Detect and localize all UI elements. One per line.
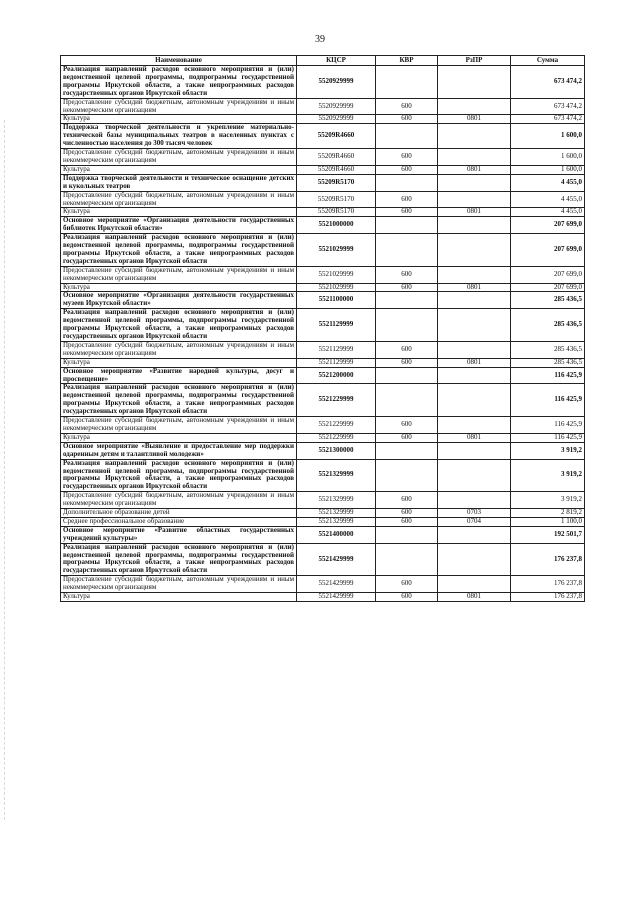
row-kcsr-cell: 5521229999: [297, 433, 376, 442]
row-sum-cell: 207 699,0: [511, 283, 585, 292]
row-kvr-cell: 600: [376, 593, 438, 602]
table-row: [61, 234, 585, 267]
row-kcsr-cell: 5521129999: [297, 341, 376, 358]
row-rzpr-cell: [438, 417, 511, 434]
table-row: [61, 526, 585, 543]
header-rzpr: РзПР: [438, 56, 511, 66]
row-kvr-cell: 600: [376, 576, 438, 593]
row-kcsr-cell: 5520929999: [297, 115, 376, 124]
row-kvr-cell: 600: [376, 115, 438, 124]
table-row: [61, 124, 585, 149]
row-rzpr-cell: [438, 124, 511, 149]
header-sum: Сумма: [511, 56, 585, 66]
row-rzpr-cell: [438, 66, 511, 99]
row-kcsr-cell: 5520929999: [297, 66, 376, 99]
row-rzpr-cell: 0801: [438, 358, 511, 367]
row-name-cell: Культура: [61, 165, 297, 174]
row-kcsr-cell: 5521329999: [297, 492, 376, 509]
row-name-cell: Предоставление субсидий бюджетным, автономным учреждениям и иным некоммерческим организациям: [61, 149, 297, 166]
row-name-cell: Реализация направлений расходов основного мероприятия и (или) ведомственной целевой программы, подпрограммы государственной программы Иркутской области, а также непрограммных расходов государственных органов Иркутской области: [61, 234, 297, 267]
table-row: [61, 384, 585, 417]
row-rzpr-cell: [438, 526, 511, 543]
row-name-cell: Среднее профессиональное образование: [61, 517, 297, 526]
table-row: [61, 165, 585, 174]
row-rzpr-cell: [438, 191, 511, 208]
row-rzpr-cell: [438, 341, 511, 358]
row-kcsr-cell: 5521429999: [297, 543, 376, 576]
row-rzpr-cell: [438, 309, 511, 342]
row-rzpr-cell: [438, 292, 511, 309]
row-name-cell: Реализация направлений расходов основного мероприятия и (или) ведомственной целевой программы, подпрограммы государственной программы Иркутской области, а также непрограммных расходов государственных органов Иркутской области: [61, 66, 297, 99]
row-sum-cell: 176 237,8: [511, 593, 585, 602]
row-rzpr-cell: 0801: [438, 115, 511, 124]
row-sum-cell: 4 455,0: [511, 174, 585, 191]
row-kvr-cell: 600: [376, 98, 438, 115]
page-number: 39: [315, 34, 325, 45]
row-name-cell: Реализация направлений расходов основного мероприятия и (или) ведомственной целевой программы, подпрограммы государственной программы Иркутской области, а также непрограммных расходов государственных органов Иркутской области: [61, 384, 297, 417]
row-rzpr-cell: [438, 576, 511, 593]
header-kcsr: КЦСР: [297, 56, 376, 66]
row-name-cell: Основное мероприятие «Развитие областных государственных учреждений культуры»: [61, 526, 297, 543]
row-rzpr-cell: [438, 384, 511, 417]
row-name-cell: Дополнительное образование детей: [61, 509, 297, 518]
row-kvr-cell: [376, 292, 438, 309]
row-name-cell: Культура: [61, 283, 297, 292]
row-kvr-cell: [376, 526, 438, 543]
row-name-cell: Культура: [61, 593, 297, 602]
table-row: [61, 98, 585, 115]
row-kvr-cell: 600: [376, 417, 438, 434]
row-rzpr-cell: 0801: [438, 283, 511, 292]
table-row: [61, 576, 585, 593]
row-kvr-cell: [376, 384, 438, 417]
row-sum-cell: 3 919,2: [511, 459, 585, 492]
table-header-row: [61, 56, 585, 66]
row-sum-cell: 673 474,2: [511, 66, 585, 99]
row-name-cell: Основное мероприятие «Развитие народной культуры, досуг и просвещение»: [61, 367, 297, 384]
row-kvr-cell: [376, 309, 438, 342]
row-name-cell: Поддержка творческой деятельности и техническое оснащение детских и кукольных театров: [61, 174, 297, 191]
row-sum-cell: 207 699,0: [511, 217, 585, 234]
row-kcsr-cell: 5521400000: [297, 526, 376, 543]
row-name-cell: Основное мероприятие «Выявление и предоставление мер поддержки одаренным детям и талантливой молодежи»: [61, 442, 297, 459]
row-kvr-cell: 600: [376, 283, 438, 292]
row-sum-cell: 673 474,2: [511, 98, 585, 115]
row-name-cell: Культура: [61, 358, 297, 367]
row-rzpr-cell: [438, 149, 511, 166]
row-sum-cell: 116 425,9: [511, 433, 585, 442]
row-name-cell: Предоставление субсидий бюджетным, автономным учреждениям и иным некоммерческим организациям: [61, 266, 297, 283]
row-kvr-cell: [376, 124, 438, 149]
row-kvr-cell: 600: [376, 266, 438, 283]
row-kvr-cell: 600: [376, 341, 438, 358]
row-name-cell: Основное мероприятие «Организация деятельности государственных музеев Иркутской области»: [61, 292, 297, 309]
row-rzpr-cell: [438, 492, 511, 509]
row-kcsr-cell: 5521229999: [297, 417, 376, 434]
row-kvr-cell: 600: [376, 492, 438, 509]
row-kcsr-cell: 5521229999: [297, 384, 376, 417]
row-name-cell: Предоставление субсидий бюджетным, автономным учреждениям и иным некоммерческим организациям: [61, 417, 297, 434]
row-rzpr-cell: [438, 217, 511, 234]
row-sum-cell: 3 919,2: [511, 442, 585, 459]
row-kcsr-cell: 55209R4660: [297, 149, 376, 166]
row-kcsr-cell: 5521329999: [297, 509, 376, 518]
row-rzpr-cell: 0704: [438, 517, 511, 526]
row-name-cell: Культура: [61, 208, 297, 217]
scan-edge-line: [4, 120, 6, 820]
row-sum-cell: 176 237,8: [511, 543, 585, 576]
row-rzpr-cell: [438, 442, 511, 459]
row-rzpr-cell: [438, 174, 511, 191]
row-sum-cell: 4 455,0: [511, 208, 585, 217]
row-sum-cell: 116 425,9: [511, 384, 585, 417]
row-kcsr-cell: 5521100000: [297, 292, 376, 309]
row-rzpr-cell: 0801: [438, 165, 511, 174]
table-row: [61, 543, 585, 576]
row-name-cell: Культура: [61, 115, 297, 124]
row-name-cell: Реализация направлений расходов основного мероприятия и (или) ведомственной целевой программы, подпрограммы государственной программы Иркутской области, а также непрограммных расходов государственных органов Иркутской области: [61, 459, 297, 492]
row-sum-cell: 116 425,9: [511, 367, 585, 384]
row-sum-cell: 1 600,0: [511, 124, 585, 149]
table-row: [61, 492, 585, 509]
table-row: [61, 517, 585, 526]
row-kvr-cell: 600: [376, 149, 438, 166]
row-sum-cell: 116 425,9: [511, 417, 585, 434]
row-name-cell: Реализация направлений расходов основного мероприятия и (или) ведомственной целевой программы, подпрограммы государственной программы Иркутской области, а также непрограммных расходов государственных органов Иркутской области: [61, 543, 297, 576]
table-row: [61, 358, 585, 367]
table-body: [61, 66, 585, 602]
row-sum-cell: 673 474,2: [511, 115, 585, 124]
table-row: [61, 593, 585, 602]
row-sum-cell: 192 501,7: [511, 526, 585, 543]
table-row: [61, 341, 585, 358]
row-kvr-cell: [376, 367, 438, 384]
row-sum-cell: 207 699,0: [511, 234, 585, 267]
row-name-cell: Предоставление субсидий бюджетным, автономным учреждениям и иным некоммерческим организациям: [61, 341, 297, 358]
row-kcsr-cell: 5521200000: [297, 367, 376, 384]
row-kcsr-cell: 55209R5170: [297, 174, 376, 191]
table-row: [61, 149, 585, 166]
table-row: [61, 174, 585, 191]
table-row: [61, 459, 585, 492]
row-name-cell: Реализация направлений расходов основного мероприятия и (или) ведомственной целевой программы, подпрограммы государственной программы Иркутской области, а также непрограммных расходов государственных органов Иркутской области: [61, 309, 297, 342]
row-rzpr-cell: [438, 266, 511, 283]
row-kvr-cell: 600: [376, 191, 438, 208]
table-row: [61, 191, 585, 208]
row-kvr-cell: 600: [376, 517, 438, 526]
row-name-cell: Поддержка творческой деятельности и укрепление материально-технической базы муниципальных театров в населенных пунктах с численностью населения до 300 тысяч человек: [61, 124, 297, 149]
row-kvr-cell: [376, 442, 438, 459]
row-kcsr-cell: 5521029999: [297, 266, 376, 283]
row-sum-cell: 207 699,0: [511, 266, 585, 283]
row-rzpr-cell: [438, 459, 511, 492]
row-sum-cell: 285 436,5: [511, 358, 585, 367]
row-kvr-cell: [376, 217, 438, 234]
row-kvr-cell: [376, 234, 438, 267]
row-sum-cell: 285 436,5: [511, 292, 585, 309]
row-kcsr-cell: 55209R4660: [297, 165, 376, 174]
table-row: [61, 292, 585, 309]
row-sum-cell: 285 436,5: [511, 309, 585, 342]
row-kcsr-cell: 5521329999: [297, 517, 376, 526]
row-name-cell: Предоставление субсидий бюджетным, автономным учреждениям и иным некоммерческим организациям: [61, 576, 297, 593]
row-kvr-cell: 600: [376, 208, 438, 217]
row-rzpr-cell: 0801: [438, 208, 511, 217]
row-sum-cell: 3 919,2: [511, 492, 585, 509]
row-rzpr-cell: [438, 98, 511, 115]
row-kcsr-cell: 5521329999: [297, 459, 376, 492]
table-row: [61, 442, 585, 459]
row-kcsr-cell: 5521429999: [297, 576, 376, 593]
row-name-cell: Предоставление субсидий бюджетным, автономным учреждениям и иным некоммерческим организациям: [61, 492, 297, 509]
row-rzpr-cell: 0801: [438, 593, 511, 602]
row-kcsr-cell: 5521029999: [297, 234, 376, 267]
table-row: [61, 309, 585, 342]
row-kcsr-cell: 5521300000: [297, 442, 376, 459]
row-name-cell: Основное мероприятие «Организация деятельности государственных библиотек Иркутской области»: [61, 217, 297, 234]
table-row: [61, 433, 585, 442]
row-rzpr-cell: [438, 234, 511, 267]
table-row: [61, 217, 585, 234]
row-kcsr-cell: 55209R5170: [297, 191, 376, 208]
row-rzpr-cell: 0801: [438, 433, 511, 442]
row-name-cell: Предоставление субсидий бюджетным, автономным учреждениям и иным некоммерческим организациям: [61, 191, 297, 208]
row-sum-cell: 176 237,8: [511, 576, 585, 593]
table-row: [61, 367, 585, 384]
row-kvr-cell: [376, 459, 438, 492]
row-kvr-cell: 600: [376, 509, 438, 518]
row-kcsr-cell: 5521000000: [297, 217, 376, 234]
row-kcsr-cell: 55209R4660: [297, 124, 376, 149]
row-kvr-cell: [376, 543, 438, 576]
row-kcsr-cell: 5521129999: [297, 358, 376, 367]
row-kvr-cell: [376, 66, 438, 99]
row-kcsr-cell: 5521029999: [297, 283, 376, 292]
row-sum-cell: 1 600,0: [511, 149, 585, 166]
header-kvr: КВР: [376, 56, 438, 66]
row-rzpr-cell: 0703: [438, 509, 511, 518]
row-rzpr-cell: [438, 367, 511, 384]
row-kvr-cell: 600: [376, 358, 438, 367]
header-name: Наименование: [61, 56, 297, 66]
budget-table: [60, 55, 585, 602]
row-kcsr-cell: 55209R5170: [297, 208, 376, 217]
row-sum-cell: 2 819,2: [511, 509, 585, 518]
row-sum-cell: 285 436,5: [511, 341, 585, 358]
table-row: [61, 266, 585, 283]
table-row: [61, 66, 585, 99]
row-kvr-cell: 600: [376, 165, 438, 174]
row-kvr-cell: [376, 174, 438, 191]
row-kcsr-cell: 5520929999: [297, 98, 376, 115]
row-sum-cell: 1 600,0: [511, 165, 585, 174]
row-kcsr-cell: 5521429999: [297, 593, 376, 602]
row-kvr-cell: 600: [376, 433, 438, 442]
row-rzpr-cell: [438, 543, 511, 576]
row-kcsr-cell: 5521129999: [297, 309, 376, 342]
row-name-cell: Предоставление субсидий бюджетным, автономным учреждениям и иным некоммерческим организациям: [61, 98, 297, 115]
row-sum-cell: 4 455,0: [511, 191, 585, 208]
row-sum-cell: 1 100,0: [511, 517, 585, 526]
table-row: [61, 417, 585, 434]
row-name-cell: Культура: [61, 433, 297, 442]
